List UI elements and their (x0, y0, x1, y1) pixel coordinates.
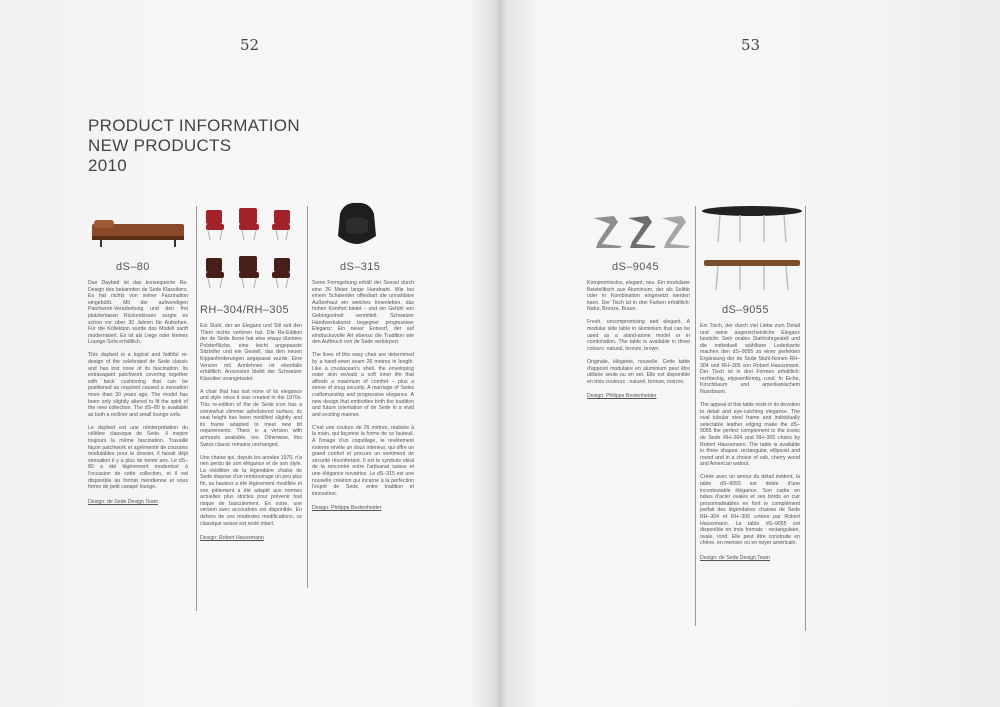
page-headline (88, 116, 300, 176)
designer-credit: Design: Philippe Bestenheider (587, 393, 657, 400)
column-divider (196, 206, 197, 611)
text-german: Ein Stuhl, der an Eleganz und Stil seit den 70ern nichts verloren hat. Die Re-Edition der de Sede Ikone hat eine etwas dünnere Polsterfläche, eine leicht angepasste Sitzhöhe und ein Gestell, das den neuen Kippanforderungen angepasst wurde. Eine Version mit Armlehnen ist ebenfalls erhältlich. Ansonsten bleibt der Schweizer Klassiker unangetastet. (200, 323, 302, 382)
armchair-ds315-photo (334, 200, 380, 250)
text-german: Ein Tisch, der durch viel Liebe zum Detail und seine augenscheinliche Eleganz besticht. Sein ovales Stahlrohrgestell und die individuell wählbare Lederkante machen den dS–9055 zu einer perfekten Ergänzung der de Sede Stuhl-Ikonen RH–304 und RH–305 von Robert Haussmann. Der Tisch ist in drei Formen erhältlich: rechteckig, elypsenförmig, rund. In Eiche, Kirschbaum und amerikanischem Nussbaum. (700, 323, 800, 395)
column-divider (805, 206, 806, 631)
product-title-ds9055: dS–9055 (722, 304, 769, 316)
text-english: This daybed is a logical and faithful re-design of the celebrated de Sede classic and has lost none of its fascination. Its extravagant patchwork covering together with back cushioning that can be positioned as required caused a sensation more than 30 years ago. The model has been only slightly altered to fit the spirit of the new collection. The dS–80 is available as both a recliner and small lounge sofa. (88, 352, 188, 418)
side-tables-ds9045-photo (588, 212, 693, 252)
text-english: A chair that has lost none of its elegance and style since it was created in the 1970s. This re-edition of the de Sede icon has a somewhat slimmer upholstered surface, its seat height has been modified slightly and its frame adapted to meet new tilt requirements. There is a version with armrests available, too. Otherwise, this Swiss classic remains unchanged. (200, 388, 302, 448)
text-english: The appeal of this table rests in its devotion to detail and eye-catching elegance. The oval tubular steel frame and individually selectable leather edging make the dS–9055 the perfect complement to the iconic de Sede RH–304 and RH–305 chairs by Robert Haussmann. The table is available in three shapes: rectangular, ellipsoid and round and in a choice of oak, cherry wood and American walnut. (700, 402, 800, 468)
product-text-ds315 (312, 280, 414, 519)
text-french: Le daybed est une réinterprétation du célèbre classique de Sede. Il inspire toujours la même fascination. Travaillé façon patchwork et agrémenté de coussins modulables pour le dossier, il faisait déjà sensation il y a plus de trente ans. Le dS–80 a été légèrement modernisé à l'occasion de cette collection, et il est disponible au format méridienne et sous forme de petit canapé lounge. (88, 424, 188, 491)
text-german: Kompromisslos, elegant, neu. Ein modularer Beistelltisch aus Aluminium, der als Solitär oder in Kombination eingesetzt werden kann. Der Tisch ist in drei Farben erhältlich: Natur, Bronze, Braun. (587, 280, 690, 313)
text-german: Seine Formgebung erhält der Sessel durch eine 26 Meter lange Handnaht. Wie bei einem Schalentier offenbart die unnahbare Außenhaut ein weiches Innenleben, das hohen Komfort bietet – und ein Gefühl von Geborgenheit vermittelt. Schweizer Handwerkskunst begegnet progressiver Eleganz: Ein neuer Entwurf, der auf eindrucksvolle Art ebenso die Tradition wie den Aufbruch von de Sede verkörpert. (312, 280, 414, 346)
product-text-rh304-rh305 (200, 323, 302, 548)
designer-credit: Design: de Sede Design Team (700, 555, 770, 561)
designer-credit: Design: de Sede Design Team (88, 498, 158, 505)
headline-line-2: NEW PRODUCTS (88, 136, 232, 155)
designer-credit: Design: Philippe Bestenheider (312, 505, 382, 512)
text-german: Das Daybed ist das konsequente Re-Design des bekannten de Sede Klassikers. Es hat nichts von seiner Faszination eingebüßt. Mit der aufwendigen Patchwork-Verarbeitung und den frei platzierbaren Rückenkissen sorgte es schon vor über 30 Jahren für Aufsehen. Für die Kollektion wurde das Modell sanft modernisiert. Es ist als Liege oder kleines Lounge-Sofa erhältlich. (88, 280, 188, 346)
headline-line-3: 2010 (88, 156, 128, 175)
page-number-right: 53 (741, 36, 761, 54)
headline-line-1: PRODUCT INFORMATION (88, 116, 300, 135)
designer-credit: Design: Robert Haussmann (200, 535, 264, 542)
product-text-ds9055 (700, 323, 800, 568)
product-text-ds9045 (587, 280, 690, 406)
dining-tables-ds9055-photo (700, 202, 804, 292)
page-number-left: 52 (240, 36, 260, 54)
product-title-rh304-rh305: RH–304/RH–305 (200, 304, 289, 316)
column-divider (307, 206, 308, 588)
rh304-rh305-chairs-photo (198, 204, 303, 294)
text-french: Une chaise qui, depuis les années 1970, n'a rien perdu de son élégance et de son style. La réédition de la légendaire chaise de Sede dispose d'un rembourrage un peu plus fin, sa hauteur a été légèrement modifiée et son piètement a été adapté aux normes actuelles plus strictes pour prévenir tout risque de basculement. En outre, une version avec accoudoirs est disponible. En dehors de ces modestes modifications, ce classique suisse est resté intact. (200, 454, 302, 527)
product-title-ds315: dS–315 (340, 261, 381, 273)
product-text-ds80 (88, 280, 188, 512)
column-divider (695, 206, 696, 626)
daybed-ds80-photo (86, 206, 188, 256)
text-french: Créée avec un amour du détail évident, la table dS–9055 est dotée d'une incontestable élégance. Son cadre en tubes d'acier ovales et ses bords en cuir personnalisables en font le complément parfait des légendaires chaises de Sede RH–304 et RH–305 créées par Robert Haussmann. La table dS–9055 est disponible en trois formats : rectangulaire, ovale, rond. Elle peut être construite en chêne, en merisier ou en noyer américain. (700, 474, 800, 547)
product-title-ds80: dS–80 (116, 261, 150, 273)
text-french: Originale, élégante, nouvelle. Cette table d'appoint modulaire en aluminium peut être utilisée seule ou en set. Elle est disponible en trois couleurs : naturel, bronze, marron. (587, 358, 690, 385)
text-french: C'est une couture de 26 mètres, réalisée à la main, qui façonne la forme de ce fauteuil. À l'image d'un coquillage, le revêtement externe révèle un doux intérieur, qui offre un grand confort et procure un sentiment de sécurité réconfortant. Il est le symbole idéal de la rencontre entre l'artisanat suisse et une élégance novatrice. Le dS–315 est une nouvelle création qui incarne à la perfection l'esprit de Sede, entre tradition et innovation. (312, 424, 414, 497)
text-english: Fresh, uncompromising and elegant. A modular side table in aluminium that can be used as a stand-alone model or in combination. The table is available in three colours: natural, bronze, brown. (587, 319, 690, 352)
text-english: The lines of this easy chair are determined by a hand-sewn seam 26 metres in length. Like a crustacean's shell, the enveloping outer skin reveals a soft inner life that affords a maximum of comfort – plus a sense of snug security. A marriage of Swiss craftsmanship and progressive elegance. A new design that embodies both the tradition and future orientation of de Sede in a vivid and exciting manner. (312, 352, 414, 418)
product-title-ds9045: dS–9045 (612, 261, 659, 273)
